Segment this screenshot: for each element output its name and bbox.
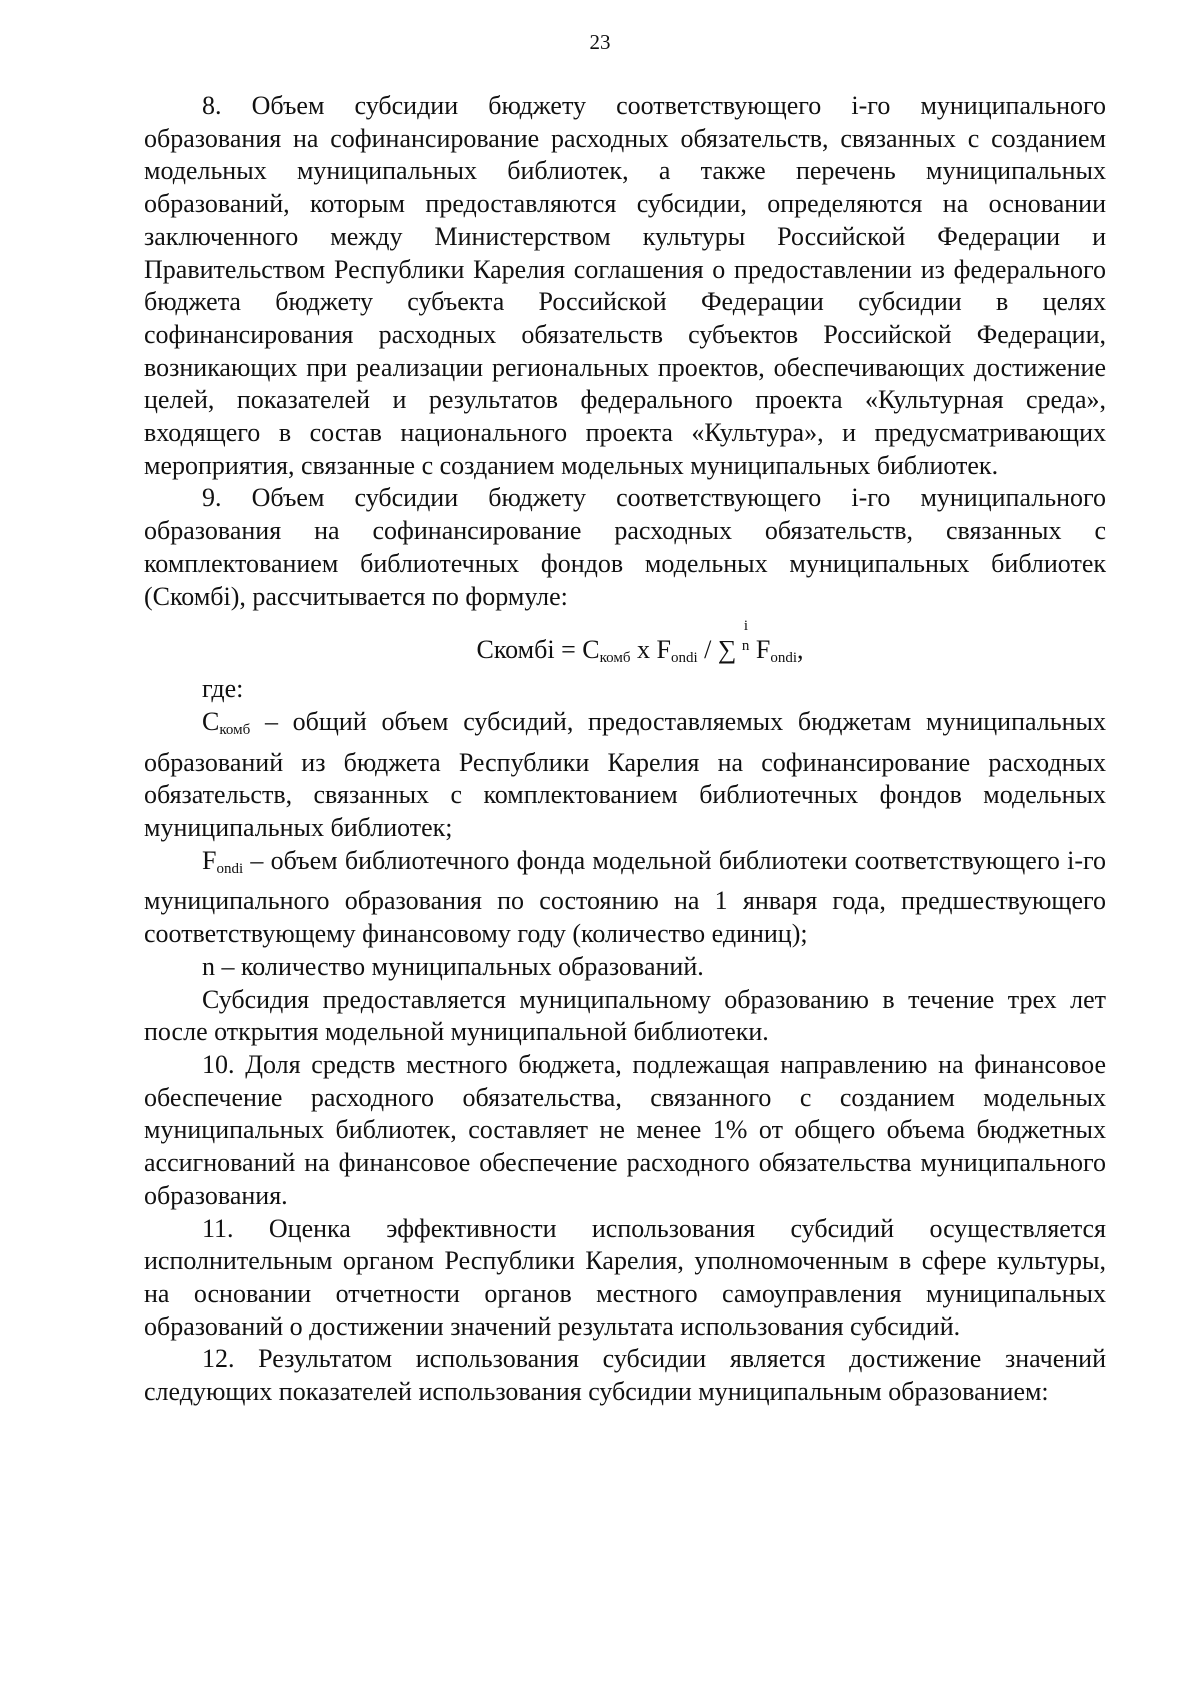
page-number: 23: [589, 30, 611, 54]
definition-c-komb: [144, 706, 1106, 845]
def-c-symbol: С: [202, 706, 220, 736]
formula-end: ,: [796, 635, 804, 665]
paragraph-9: 9. Объем субсидии бюджету соответствующего i-го муниципального образования на софинансирование расходных обязательств, связанных с комплектованием библиотечных фондов модельных муниципальных библиотек (Скомбi), рассчитывается по формуле:: [144, 483, 1106, 611]
sum-superscript: i: [743, 618, 749, 635]
formula-f2: F: [755, 635, 771, 665]
def-f-symbol: F: [202, 845, 217, 875]
formula-times: x F: [630, 635, 671, 665]
paragraph-8: 8. Объем субсидии бюджету соответствующего i-го муниципального образования на софинансирование расходных обязательств, связанных с созданием модельных муниципальных библиотек, а также перечень муниципальных образований, которым предоставляются субсидии, определяются на основании заключенного между Министерством культуры Российской Федерации и Правительством Республики Карелия соглашения о предоставлении из федерального бюджета бюджету субъекта Российской Федерации субсидии в целях софинансирования расходных обязательств субъектов Российской Федерации, возникающих при реализации региональных проектов, обеспечивающих достижение целей, показателей и результатов федерального проекта «Культурная среда», входящего в состав национального проекта «Культура», и предусматривающих мероприятия, связанные с созданием модельных муниципальных библиотек.: [144, 91, 1106, 480]
def-c-subscript: комб: [219, 721, 251, 738]
formula-f2-subscript: ondi: [770, 650, 797, 667]
formula-c-subscript: комб: [599, 650, 631, 667]
paragraph-10: 10. Доля средств местного бюджета, подлежащая направлению на финансовое обеспечение расходного обязательства, связанного с созданием модельных муниципальных библиотек, составляет не менее 1% от общего объема бюджетных ассигнований на финансовое обеспечение расходного обязательства муниципального образования.: [144, 1049, 1106, 1210]
sum-subscript: n: [741, 638, 750, 655]
def-f-subscript: ondi: [216, 860, 244, 877]
sum-symbol: ∑: [717, 635, 737, 665]
definition-f-ondi: [144, 845, 1106, 951]
def-f-text: – объем библиотечного фонда модельной библиотеки соответствующего i-го муниципального образования по состоянию на 1 января года, предшествующего соответствующему финансовому году (количество единиц);: [144, 845, 1106, 949]
def-c-text: – общий объем субсидий, предоставляемых бюджетам муниципальных образований из бюджета Республики Карелия на софинансирование расходных обязательств, связанных с комплектованием библиотечных фондов модельных муниципальных библиотек;: [144, 706, 1106, 843]
formula-f-subscript: ondi: [670, 650, 698, 667]
formula-divide: /: [697, 635, 718, 665]
paragraph-12: 12. Результатом использования субсидии является достижение значений следующих показателей использования субсидии муниципальным образованием:: [144, 1344, 1106, 1407]
where-label: где:: [202, 674, 244, 704]
paragraph-11: 11. Оценка эффективности использования субсидий осуществляется исполнительным органом Республики Карелия, уполномоченным в сфере культуры, на основании отчетности органов местного самоуправления муниципальных образований о достижении значений результата использования субсидий.: [144, 1213, 1106, 1341]
subsidy-note: Субсидия предоставляется муниципальному образованию в течение трех лет после открытия модельной муниципальной библиотеки.: [144, 984, 1106, 1047]
formula: [144, 618, 1106, 669]
formula-lhs: Скомбi = С: [476, 635, 600, 665]
document-body: [144, 90, 1106, 1409]
definition-n: n – количество муниципальных образований.: [202, 951, 704, 981]
formula-sum: [717, 618, 756, 669]
